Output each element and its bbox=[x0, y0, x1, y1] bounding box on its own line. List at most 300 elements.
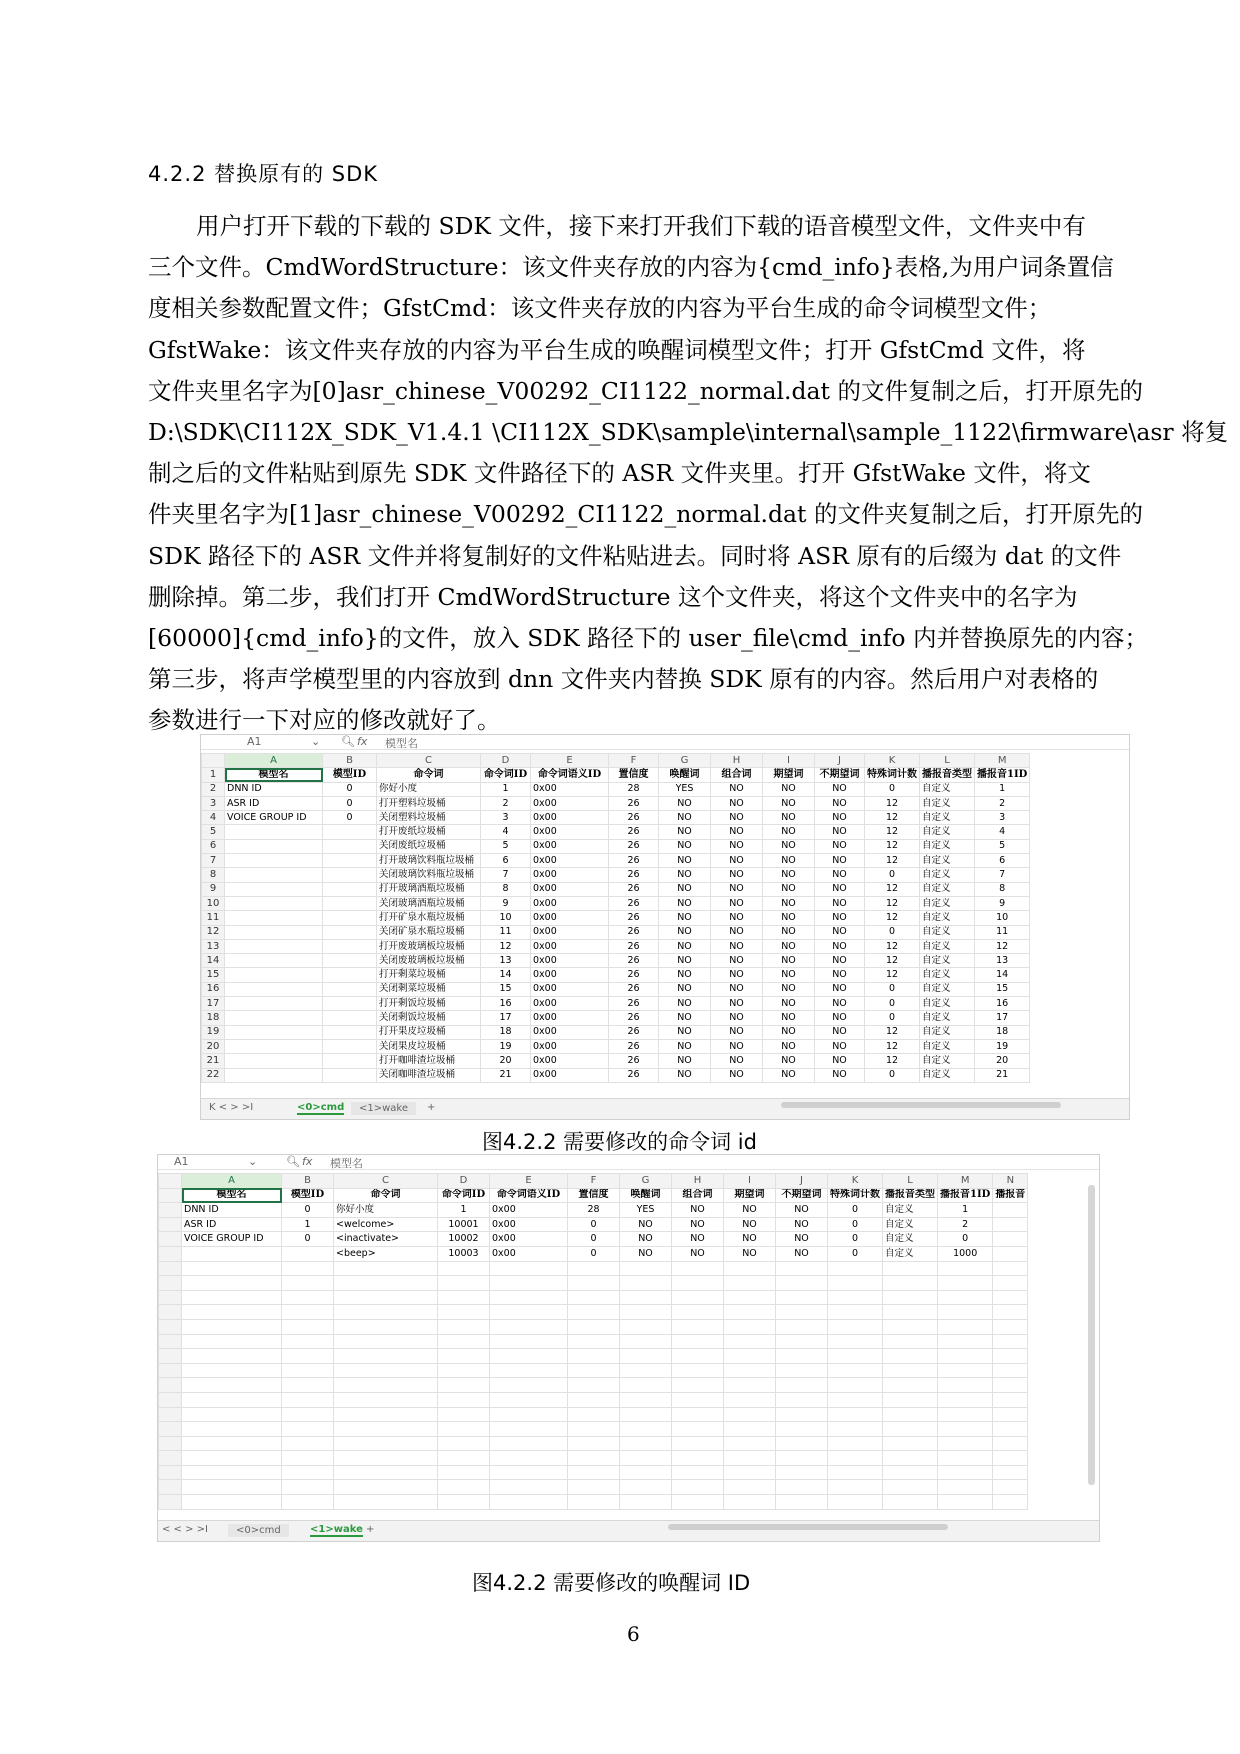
cell[interactable]: 20 bbox=[481, 1054, 531, 1068]
cell[interactable] bbox=[993, 1378, 1028, 1393]
cell[interactable] bbox=[282, 1261, 334, 1276]
cell[interactable]: 0 bbox=[828, 1246, 883, 1261]
column-header[interactable]: G bbox=[620, 1174, 672, 1189]
cell[interactable] bbox=[938, 1319, 993, 1334]
cell[interactable] bbox=[828, 1363, 883, 1378]
row-number[interactable]: 15 bbox=[202, 968, 225, 982]
cell[interactable] bbox=[828, 1451, 883, 1466]
column-header[interactable]: D bbox=[438, 1174, 490, 1189]
cell[interactable]: 14 bbox=[975, 968, 1030, 982]
cell[interactable]: NO bbox=[711, 839, 763, 853]
cell[interactable] bbox=[776, 1261, 828, 1276]
cell[interactable] bbox=[438, 1349, 490, 1364]
row-number[interactable] bbox=[159, 1232, 182, 1247]
cell[interactable]: 自定义 bbox=[920, 925, 975, 939]
cell[interactable]: 0x00 bbox=[531, 811, 609, 825]
cell[interactable]: 12 bbox=[865, 896, 920, 910]
cell[interactable]: NO bbox=[763, 954, 815, 968]
cell[interactable]: NO bbox=[763, 811, 815, 825]
cell[interactable]: NO bbox=[711, 868, 763, 882]
table-row[interactable] bbox=[202, 839, 1030, 853]
tab-cmd[interactable]: <0>cmd bbox=[297, 1102, 345, 1113]
cell[interactable]: 你好小度 bbox=[377, 782, 481, 796]
cell[interactable] bbox=[438, 1436, 490, 1451]
cell[interactable]: 自定义 bbox=[920, 939, 975, 953]
cell-grid[interactable] bbox=[201, 753, 1030, 1083]
cell[interactable]: NO bbox=[815, 825, 865, 839]
cell[interactable]: 自定义 bbox=[920, 868, 975, 882]
cell[interactable] bbox=[776, 1319, 828, 1334]
column-title-cell[interactable]: 播报音类型 bbox=[920, 768, 975, 782]
cell[interactable]: 关闭玻璃饮料瓶垃圾桶 bbox=[377, 868, 481, 882]
cell[interactable] bbox=[182, 1480, 282, 1495]
cell[interactable]: 12 bbox=[865, 1054, 920, 1068]
cell[interactable]: NO bbox=[815, 954, 865, 968]
cell[interactable] bbox=[282, 1276, 334, 1291]
cell[interactable]: 0 bbox=[828, 1232, 883, 1247]
row-number[interactable] bbox=[159, 1407, 182, 1422]
table-row[interactable] bbox=[159, 1436, 1028, 1451]
cell[interactable] bbox=[323, 1068, 377, 1082]
cell[interactable] bbox=[323, 1025, 377, 1039]
cell[interactable]: 关闭废玻璃板垃圾桶 bbox=[377, 954, 481, 968]
cell[interactable]: NO bbox=[711, 968, 763, 982]
cell[interactable] bbox=[323, 882, 377, 896]
cell[interactable] bbox=[883, 1407, 938, 1422]
row-number[interactable] bbox=[159, 1305, 182, 1320]
table-row[interactable] bbox=[202, 968, 1030, 982]
cell[interactable]: NO bbox=[659, 939, 711, 953]
cell[interactable]: 0 bbox=[865, 925, 920, 939]
cell[interactable]: 26 bbox=[609, 896, 659, 910]
column-title-cell[interactable]: 不期望词 bbox=[776, 1188, 828, 1203]
cell[interactable]: 关闭玻璃酒瓶垃圾桶 bbox=[377, 896, 481, 910]
cell[interactable]: 0x00 bbox=[531, 1011, 609, 1025]
cell[interactable]: NO bbox=[815, 1011, 865, 1025]
cell[interactable]: 26 bbox=[609, 1025, 659, 1039]
cell[interactable]: NO bbox=[776, 1246, 828, 1261]
cell[interactable] bbox=[490, 1465, 568, 1480]
cell[interactable]: 自定义 bbox=[920, 954, 975, 968]
cell[interactable] bbox=[182, 1276, 282, 1291]
cell[interactable]: NO bbox=[763, 796, 815, 810]
cell[interactable]: 打开剩菜垃圾桶 bbox=[377, 968, 481, 982]
cell[interactable] bbox=[568, 1407, 620, 1422]
cell[interactable] bbox=[438, 1378, 490, 1393]
cell[interactable]: 0x00 bbox=[531, 1068, 609, 1082]
cell[interactable]: 自定义 bbox=[920, 896, 975, 910]
cell[interactable] bbox=[568, 1465, 620, 1480]
cell[interactable]: NO bbox=[711, 882, 763, 896]
cell[interactable]: 12 bbox=[865, 796, 920, 810]
sheet-tab-bar[interactable] bbox=[201, 1098, 1129, 1119]
cell[interactable]: 关闭剩菜垃圾桶 bbox=[377, 982, 481, 996]
cell[interactable]: NO bbox=[620, 1232, 672, 1247]
row-number[interactable] bbox=[159, 1246, 182, 1261]
table-row[interactable] bbox=[202, 939, 1030, 953]
table-row[interactable] bbox=[159, 1203, 1028, 1218]
cell[interactable]: 14 bbox=[481, 968, 531, 982]
table-row[interactable] bbox=[159, 1349, 1028, 1364]
cell[interactable] bbox=[672, 1276, 724, 1291]
cell[interactable]: NO bbox=[763, 854, 815, 868]
cell[interactable]: 26 bbox=[609, 854, 659, 868]
cell[interactable] bbox=[490, 1451, 568, 1466]
row-number[interactable]: 16 bbox=[202, 982, 225, 996]
cell[interactable]: 8 bbox=[975, 882, 1030, 896]
cell[interactable] bbox=[883, 1436, 938, 1451]
row-number[interactable]: 10 bbox=[202, 896, 225, 910]
cell[interactable]: 0 bbox=[568, 1246, 620, 1261]
row-number[interactable] bbox=[159, 1465, 182, 1480]
cell[interactable] bbox=[724, 1480, 776, 1495]
cell[interactable] bbox=[438, 1319, 490, 1334]
row-number[interactable] bbox=[159, 1392, 182, 1407]
cell[interactable] bbox=[883, 1290, 938, 1305]
cell[interactable]: NO bbox=[763, 911, 815, 925]
cell[interactable] bbox=[490, 1319, 568, 1334]
cell[interactable] bbox=[938, 1334, 993, 1349]
cell[interactable]: NO bbox=[659, 925, 711, 939]
cell[interactable] bbox=[282, 1436, 334, 1451]
cell[interactable] bbox=[938, 1276, 993, 1291]
cell[interactable] bbox=[993, 1407, 1028, 1422]
cell[interactable] bbox=[993, 1290, 1028, 1305]
column-header[interactable]: E bbox=[490, 1174, 568, 1189]
table-row[interactable] bbox=[202, 1025, 1030, 1039]
cell[interactable]: 12 bbox=[865, 939, 920, 953]
cell[interactable]: 自定义 bbox=[920, 1011, 975, 1025]
cell[interactable]: NO bbox=[711, 796, 763, 810]
cell[interactable]: 自定义 bbox=[920, 997, 975, 1011]
cell[interactable]: NO bbox=[815, 1039, 865, 1053]
cell[interactable]: 打开果皮垃圾桶 bbox=[377, 1025, 481, 1039]
cell[interactable] bbox=[776, 1451, 828, 1466]
cell[interactable]: 26 bbox=[609, 997, 659, 1011]
table-row[interactable] bbox=[202, 911, 1030, 925]
zoom-icon[interactable]: 🔍︎ bbox=[341, 735, 355, 748]
cell[interactable] bbox=[883, 1319, 938, 1334]
cell[interactable]: 3 bbox=[481, 811, 531, 825]
table-row[interactable] bbox=[202, 811, 1030, 825]
cell[interactable] bbox=[568, 1392, 620, 1407]
cell[interactable]: <beep> bbox=[334, 1246, 438, 1261]
cell[interactable]: NO bbox=[659, 954, 711, 968]
cell[interactable] bbox=[225, 882, 323, 896]
cell[interactable] bbox=[568, 1261, 620, 1276]
column-title-cell[interactable]: 期望词 bbox=[724, 1188, 776, 1203]
cell[interactable] bbox=[672, 1392, 724, 1407]
cell[interactable]: NO bbox=[659, 997, 711, 1011]
column-header[interactable]: D bbox=[481, 754, 531, 768]
cell[interactable] bbox=[323, 839, 377, 853]
cell[interactable] bbox=[182, 1246, 282, 1261]
row-number[interactable]: 1 bbox=[202, 768, 225, 782]
cell[interactable]: 13 bbox=[975, 954, 1030, 968]
table-row[interactable] bbox=[202, 1054, 1030, 1068]
nav-arrows-icon[interactable]: < < > >I bbox=[162, 1524, 209, 1535]
dropdown-icon[interactable]: ⌄ bbox=[248, 1155, 258, 1168]
cell[interactable]: NO bbox=[711, 939, 763, 953]
cell[interactable]: 0 bbox=[865, 1011, 920, 1025]
row-number[interactable] bbox=[159, 1319, 182, 1334]
cell[interactable]: 10002 bbox=[438, 1232, 490, 1247]
cell[interactable]: DNN ID bbox=[225, 782, 323, 796]
cell[interactable]: 26 bbox=[609, 796, 659, 810]
cell[interactable] bbox=[323, 825, 377, 839]
cell[interactable] bbox=[938, 1407, 993, 1422]
cell[interactable]: 自定义 bbox=[883, 1217, 938, 1232]
cell[interactable]: NO bbox=[711, 1025, 763, 1039]
cell[interactable] bbox=[182, 1334, 282, 1349]
cell[interactable]: NO bbox=[659, 868, 711, 882]
row-number[interactable]: 17 bbox=[202, 997, 225, 1011]
cell[interactable] bbox=[828, 1305, 883, 1320]
cell[interactable] bbox=[993, 1334, 1028, 1349]
cell[interactable] bbox=[724, 1392, 776, 1407]
cell[interactable] bbox=[938, 1290, 993, 1305]
cell[interactable] bbox=[225, 954, 323, 968]
cell[interactable] bbox=[568, 1334, 620, 1349]
row-number[interactable]: 11 bbox=[202, 911, 225, 925]
cell[interactable] bbox=[438, 1392, 490, 1407]
cell[interactable]: NO bbox=[815, 911, 865, 925]
column-header[interactable]: H bbox=[711, 754, 763, 768]
cell[interactable] bbox=[225, 1068, 323, 1082]
table-row[interactable] bbox=[159, 1495, 1028, 1510]
cell[interactable] bbox=[568, 1378, 620, 1393]
cell[interactable] bbox=[724, 1276, 776, 1291]
column-header[interactable]: M bbox=[938, 1174, 993, 1189]
column-title-cell[interactable]: 模型ID bbox=[282, 1188, 334, 1203]
table-row[interactable] bbox=[159, 1290, 1028, 1305]
cell[interactable] bbox=[225, 982, 323, 996]
table-row[interactable] bbox=[202, 1068, 1030, 1082]
cell[interactable] bbox=[490, 1334, 568, 1349]
horizontal-scrollbar[interactable] bbox=[668, 1524, 948, 1530]
table-row[interactable] bbox=[159, 1305, 1028, 1320]
table-row[interactable] bbox=[159, 1319, 1028, 1334]
cell[interactable] bbox=[776, 1378, 828, 1393]
cell[interactable] bbox=[828, 1378, 883, 1393]
cell[interactable]: 7 bbox=[481, 868, 531, 882]
cell[interactable] bbox=[620, 1305, 672, 1320]
column-title-cell[interactable]: 播报音 bbox=[993, 1188, 1028, 1203]
cell[interactable]: 0 bbox=[323, 796, 377, 810]
cell[interactable] bbox=[776, 1276, 828, 1291]
cell[interactable]: 17 bbox=[481, 1011, 531, 1025]
cell-grid[interactable] bbox=[158, 1173, 1028, 1510]
cell[interactable]: 0x00 bbox=[531, 825, 609, 839]
row-number[interactable]: 4 bbox=[202, 811, 225, 825]
sheet-tab-bar[interactable] bbox=[158, 1520, 1099, 1541]
formula-bar[interactable] bbox=[158, 1155, 1099, 1170]
cell[interactable] bbox=[334, 1276, 438, 1291]
cell[interactable]: NO bbox=[763, 1068, 815, 1082]
column-header[interactable]: K bbox=[828, 1174, 883, 1189]
cell[interactable] bbox=[323, 854, 377, 868]
cell[interactable] bbox=[938, 1349, 993, 1364]
row-number[interactable] bbox=[159, 1436, 182, 1451]
cell[interactable]: 自定义 bbox=[920, 796, 975, 810]
cell[interactable]: 0 bbox=[568, 1232, 620, 1247]
cell[interactable] bbox=[938, 1305, 993, 1320]
column-title-cell[interactable]: 组合词 bbox=[672, 1188, 724, 1203]
cell[interactable] bbox=[182, 1495, 282, 1510]
cell[interactable] bbox=[568, 1422, 620, 1437]
cell[interactable] bbox=[672, 1451, 724, 1466]
cell[interactable] bbox=[438, 1422, 490, 1437]
cell[interactable]: 10 bbox=[481, 911, 531, 925]
table-row[interactable] bbox=[202, 868, 1030, 882]
cell[interactable]: 7 bbox=[975, 868, 1030, 882]
cell[interactable] bbox=[776, 1290, 828, 1305]
cell[interactable]: NO bbox=[659, 839, 711, 853]
cell[interactable] bbox=[724, 1465, 776, 1480]
column-title-cell[interactable]: 模型名 bbox=[225, 768, 323, 782]
column-header[interactable]: L bbox=[920, 754, 975, 768]
cell[interactable]: NO bbox=[763, 868, 815, 882]
cell[interactable] bbox=[724, 1305, 776, 1320]
cell[interactable] bbox=[182, 1349, 282, 1364]
cell[interactable] bbox=[620, 1276, 672, 1291]
cell[interactable] bbox=[438, 1261, 490, 1276]
cell[interactable]: 0 bbox=[865, 997, 920, 1011]
cell[interactable] bbox=[993, 1451, 1028, 1466]
cell[interactable] bbox=[225, 968, 323, 982]
cell[interactable] bbox=[182, 1305, 282, 1320]
cell[interactable] bbox=[776, 1422, 828, 1437]
cell[interactable]: ASR ID bbox=[182, 1217, 282, 1232]
cell[interactable] bbox=[883, 1465, 938, 1480]
row-number[interactable] bbox=[159, 1203, 182, 1218]
cell[interactable]: 26 bbox=[609, 954, 659, 968]
cell[interactable]: 打开玻璃饮料瓶垃圾桶 bbox=[377, 854, 481, 868]
cell[interactable]: 自定义 bbox=[920, 825, 975, 839]
cell[interactable]: NO bbox=[659, 982, 711, 996]
cell[interactable]: NO bbox=[815, 854, 865, 868]
cell[interactable]: NO bbox=[724, 1203, 776, 1218]
cell[interactable]: 自定义 bbox=[920, 911, 975, 925]
cell[interactable] bbox=[724, 1334, 776, 1349]
cell[interactable] bbox=[334, 1363, 438, 1378]
cell[interactable] bbox=[568, 1480, 620, 1495]
table-row[interactable] bbox=[202, 782, 1030, 796]
column-title-cell[interactable]: 命令词 bbox=[377, 768, 481, 782]
cell[interactable]: 0 bbox=[865, 868, 920, 882]
cell[interactable] bbox=[225, 896, 323, 910]
cell[interactable] bbox=[828, 1261, 883, 1276]
row-number[interactable]: 6 bbox=[202, 839, 225, 853]
cell[interactable]: 12 bbox=[865, 911, 920, 925]
cell[interactable]: 0x00 bbox=[531, 782, 609, 796]
cell[interactable] bbox=[938, 1378, 993, 1393]
cell[interactable] bbox=[323, 954, 377, 968]
column-header[interactable]: G bbox=[659, 754, 711, 768]
column-title-cell[interactable]: 播报音1ID bbox=[975, 768, 1030, 782]
cell[interactable] bbox=[323, 982, 377, 996]
cell[interactable]: 26 bbox=[609, 925, 659, 939]
cell[interactable]: 15 bbox=[481, 982, 531, 996]
cell[interactable] bbox=[938, 1480, 993, 1495]
cell[interactable]: 0 bbox=[323, 811, 377, 825]
cell[interactable] bbox=[282, 1334, 334, 1349]
column-header[interactable]: H bbox=[672, 1174, 724, 1189]
corner-cell[interactable] bbox=[202, 754, 225, 768]
cell[interactable]: NO bbox=[815, 782, 865, 796]
cell[interactable] bbox=[672, 1378, 724, 1393]
cell[interactable]: NO bbox=[763, 997, 815, 1011]
cell[interactable]: NO bbox=[763, 1011, 815, 1025]
spreadsheet-wake[interactable] bbox=[157, 1154, 1100, 1542]
cell[interactable] bbox=[672, 1349, 724, 1364]
cell[interactable]: DNN ID bbox=[182, 1203, 282, 1218]
cell[interactable]: VOICE GROUP ID bbox=[182, 1232, 282, 1247]
table-row[interactable] bbox=[159, 1232, 1028, 1247]
cell[interactable]: NO bbox=[815, 1068, 865, 1082]
cell[interactable] bbox=[225, 1011, 323, 1025]
cell[interactable]: NO bbox=[763, 896, 815, 910]
cell[interactable]: NO bbox=[711, 896, 763, 910]
row-number[interactable]: 5 bbox=[202, 825, 225, 839]
cell[interactable] bbox=[334, 1392, 438, 1407]
cell[interactable]: 26 bbox=[609, 868, 659, 882]
cell[interactable] bbox=[490, 1422, 568, 1437]
cell[interactable] bbox=[776, 1349, 828, 1364]
cell[interactable] bbox=[282, 1246, 334, 1261]
table-row[interactable] bbox=[159, 1422, 1028, 1437]
cell[interactable]: NO bbox=[815, 882, 865, 896]
cell[interactable] bbox=[828, 1392, 883, 1407]
cell[interactable]: 26 bbox=[609, 882, 659, 896]
cell[interactable]: 0x00 bbox=[531, 925, 609, 939]
cell[interactable] bbox=[334, 1319, 438, 1334]
cell[interactable]: 0 bbox=[828, 1203, 883, 1218]
cell[interactable]: NO bbox=[659, 1025, 711, 1039]
cell[interactable] bbox=[490, 1378, 568, 1393]
cell[interactable]: NO bbox=[776, 1217, 828, 1232]
cell[interactable]: 自定义 bbox=[883, 1232, 938, 1247]
cell[interactable]: 2 bbox=[938, 1217, 993, 1232]
cell[interactable]: 自定义 bbox=[920, 854, 975, 868]
row-number[interactable] bbox=[159, 1188, 182, 1203]
cell[interactable]: 4 bbox=[975, 825, 1030, 839]
cell[interactable]: 10 bbox=[975, 911, 1030, 925]
table-row[interactable] bbox=[159, 1378, 1028, 1393]
cell[interactable]: 9 bbox=[481, 896, 531, 910]
cell[interactable]: 0 bbox=[282, 1232, 334, 1247]
cell[interactable]: 0x00 bbox=[531, 982, 609, 996]
cell[interactable]: 26 bbox=[609, 968, 659, 982]
table-row[interactable] bbox=[202, 796, 1030, 810]
cell[interactable]: NO bbox=[815, 796, 865, 810]
cell[interactable] bbox=[225, 925, 323, 939]
column-title-cell[interactable]: 置信度 bbox=[609, 768, 659, 782]
column-title-cell[interactable]: 唤醒词 bbox=[659, 768, 711, 782]
cell[interactable] bbox=[490, 1495, 568, 1510]
cell[interactable]: 0 bbox=[323, 782, 377, 796]
cell[interactable]: 打开矿泉水瓶垃圾桶 bbox=[377, 911, 481, 925]
cell[interactable]: 0x00 bbox=[531, 882, 609, 896]
cell[interactable]: 打开剩饭垃圾桶 bbox=[377, 997, 481, 1011]
cell[interactable]: NO bbox=[711, 854, 763, 868]
cell[interactable]: 0x00 bbox=[531, 896, 609, 910]
cell[interactable] bbox=[776, 1334, 828, 1349]
cell[interactable]: 21 bbox=[481, 1068, 531, 1082]
cell[interactable]: NO bbox=[659, 1068, 711, 1082]
column-header[interactable]: E bbox=[531, 754, 609, 768]
cell[interactable]: 19 bbox=[481, 1039, 531, 1053]
